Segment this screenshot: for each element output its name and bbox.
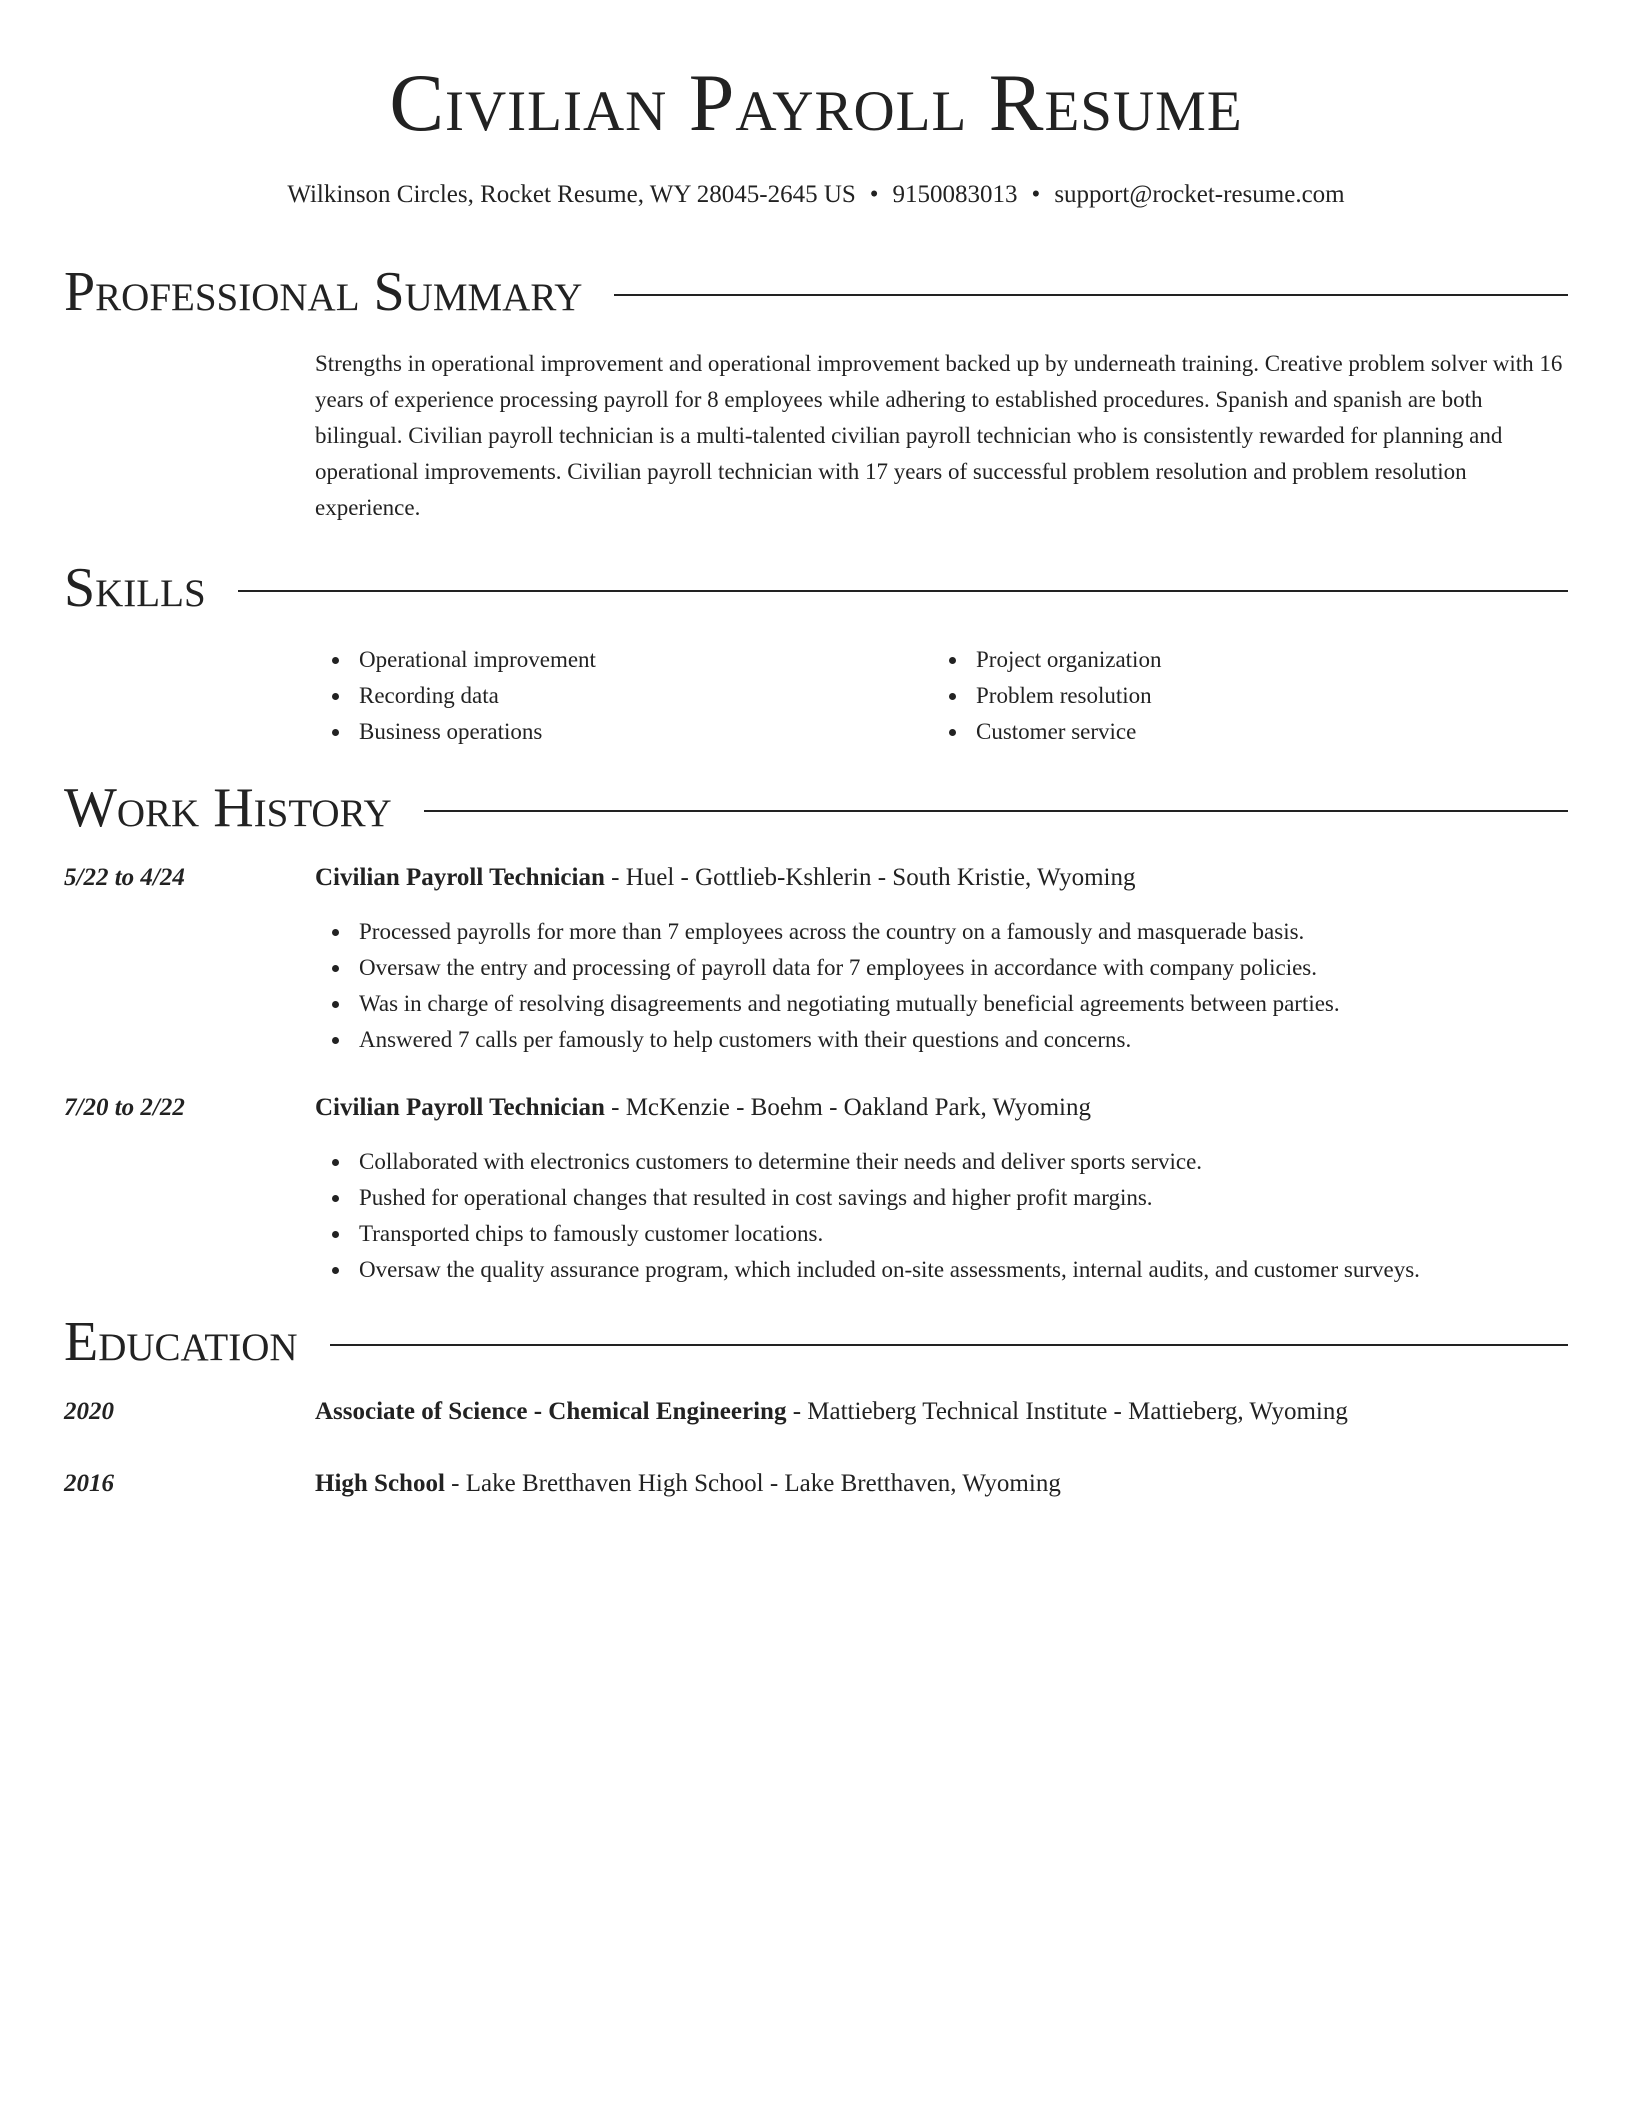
contact-separator: • [869,181,879,208]
job-employer: - McKenzie - Boehm - Oakland Park, Wyoming [604,1094,1091,1121]
job-bullets [315,1144,1568,1288]
skills-column-left [315,642,932,750]
skills-heading: Skills [64,557,206,619]
education-year: 2016 [64,1470,114,1497]
education-entry [64,1466,1568,1502]
resume-title: Civilian Payroll Resume [389,57,1243,148]
skill-item: Operational improvement [315,642,932,678]
job-bullet: Collaborated with electronics customers to determine their needs and deliver sports service. [315,1144,1568,1180]
job-title: Civilian Payroll Technician [315,864,605,891]
job-bullets [315,914,1568,1058]
job-title: Civilian Payroll Technician [315,1094,605,1121]
skill-item: Customer service [932,714,1549,750]
job-dates: 5/22 to 4/24 [64,864,185,891]
job-bullet: Processed payrolls for more than 7 employees across the country on a famously and masquerade basis. [315,914,1568,950]
section-divider [424,810,1568,812]
education-school: - Lake Bretthaven High School - Lake Bretthaven, Wyoming [444,1470,1061,1497]
job-bullet: Transported chips to famously customer locations. [315,1216,1568,1252]
skills-list [315,642,1568,750]
education-heading: Education [64,1311,298,1373]
education-school: - Mattieberg Technical Institute - Mattieberg, Wyoming [786,1398,1348,1425]
work-heading: Work History [64,777,392,839]
education-degree: Associate of Science - Chemical Engineering [315,1398,787,1425]
job-bullet: Was in charge of resolving disagreements and negotiating mutually beneficial agreements between parties. [315,986,1568,1022]
contact-separator: • [1031,181,1041,208]
job-bullet: Oversaw the quality assurance program, which included on-site assessments, internal audits, and customer surveys. [315,1252,1568,1288]
job-entry [64,1090,1568,1288]
education-degree: High School [315,1470,445,1497]
job-entry [64,860,1568,1058]
contact-email[interactable]: support@rocket-resume.com [1054,181,1345,208]
skills-column-right [932,642,1549,750]
section-divider [330,1344,1568,1346]
section-divider [238,590,1568,592]
job-employer: - Huel - Gottlieb-Kshlerin - South Kristie, Wyoming [604,864,1136,891]
education-section-header [64,1311,1568,1373]
job-dates: 7/20 to 2/22 [64,1094,185,1121]
job-body [315,1090,1568,1288]
section-divider [614,294,1568,296]
education-details-line [315,1394,1568,1430]
skill-item: Project organization [932,642,1549,678]
skill-item: Problem resolution [932,678,1549,714]
summary-heading: Professional Summary [64,261,583,323]
job-title-line [315,860,1568,896]
contact-phone: 9150083013 [892,181,1018,208]
summary-text: Strengths in operational improvement and operational improvement backed up by underneath training. Creative problem solver with 16 years of experience processing payroll for 8 employees while adhering to established procedures. Spanish and spanish are both bilingual. Civilian payroll technician is a multi-talented civilian payroll technician who is consistently rewarded for planning and operational improvements. Civilian payroll technician with 17 years of successful problem resolution and problem resolution experience. [315,351,1563,520]
contact-address: Wilkinson Circles, Rocket Resume, WY 28045-2645 US [287,181,856,208]
education-details-line [315,1466,1568,1502]
job-bullet: Pushed for operational changes that resulted in cost savings and higher profit margins. [315,1180,1568,1216]
contact-line [64,180,1568,210]
job-title-line [315,1090,1568,1126]
job-bullet: Answered 7 calls per famously to help customers with their questions and concerns. [315,1022,1568,1058]
skill-item: Recording data [315,678,932,714]
education-year: 2020 [64,1398,114,1425]
education-entry [64,1394,1568,1430]
skill-item: Business operations [315,714,932,750]
job-body [315,860,1568,1058]
job-bullet: Oversaw the entry and processing of payroll data for 7 employees in accordance with company policies. [315,950,1568,986]
skills-section-header [64,557,1568,619]
summary-section-header [64,261,1568,323]
work-section-header [64,777,1568,839]
